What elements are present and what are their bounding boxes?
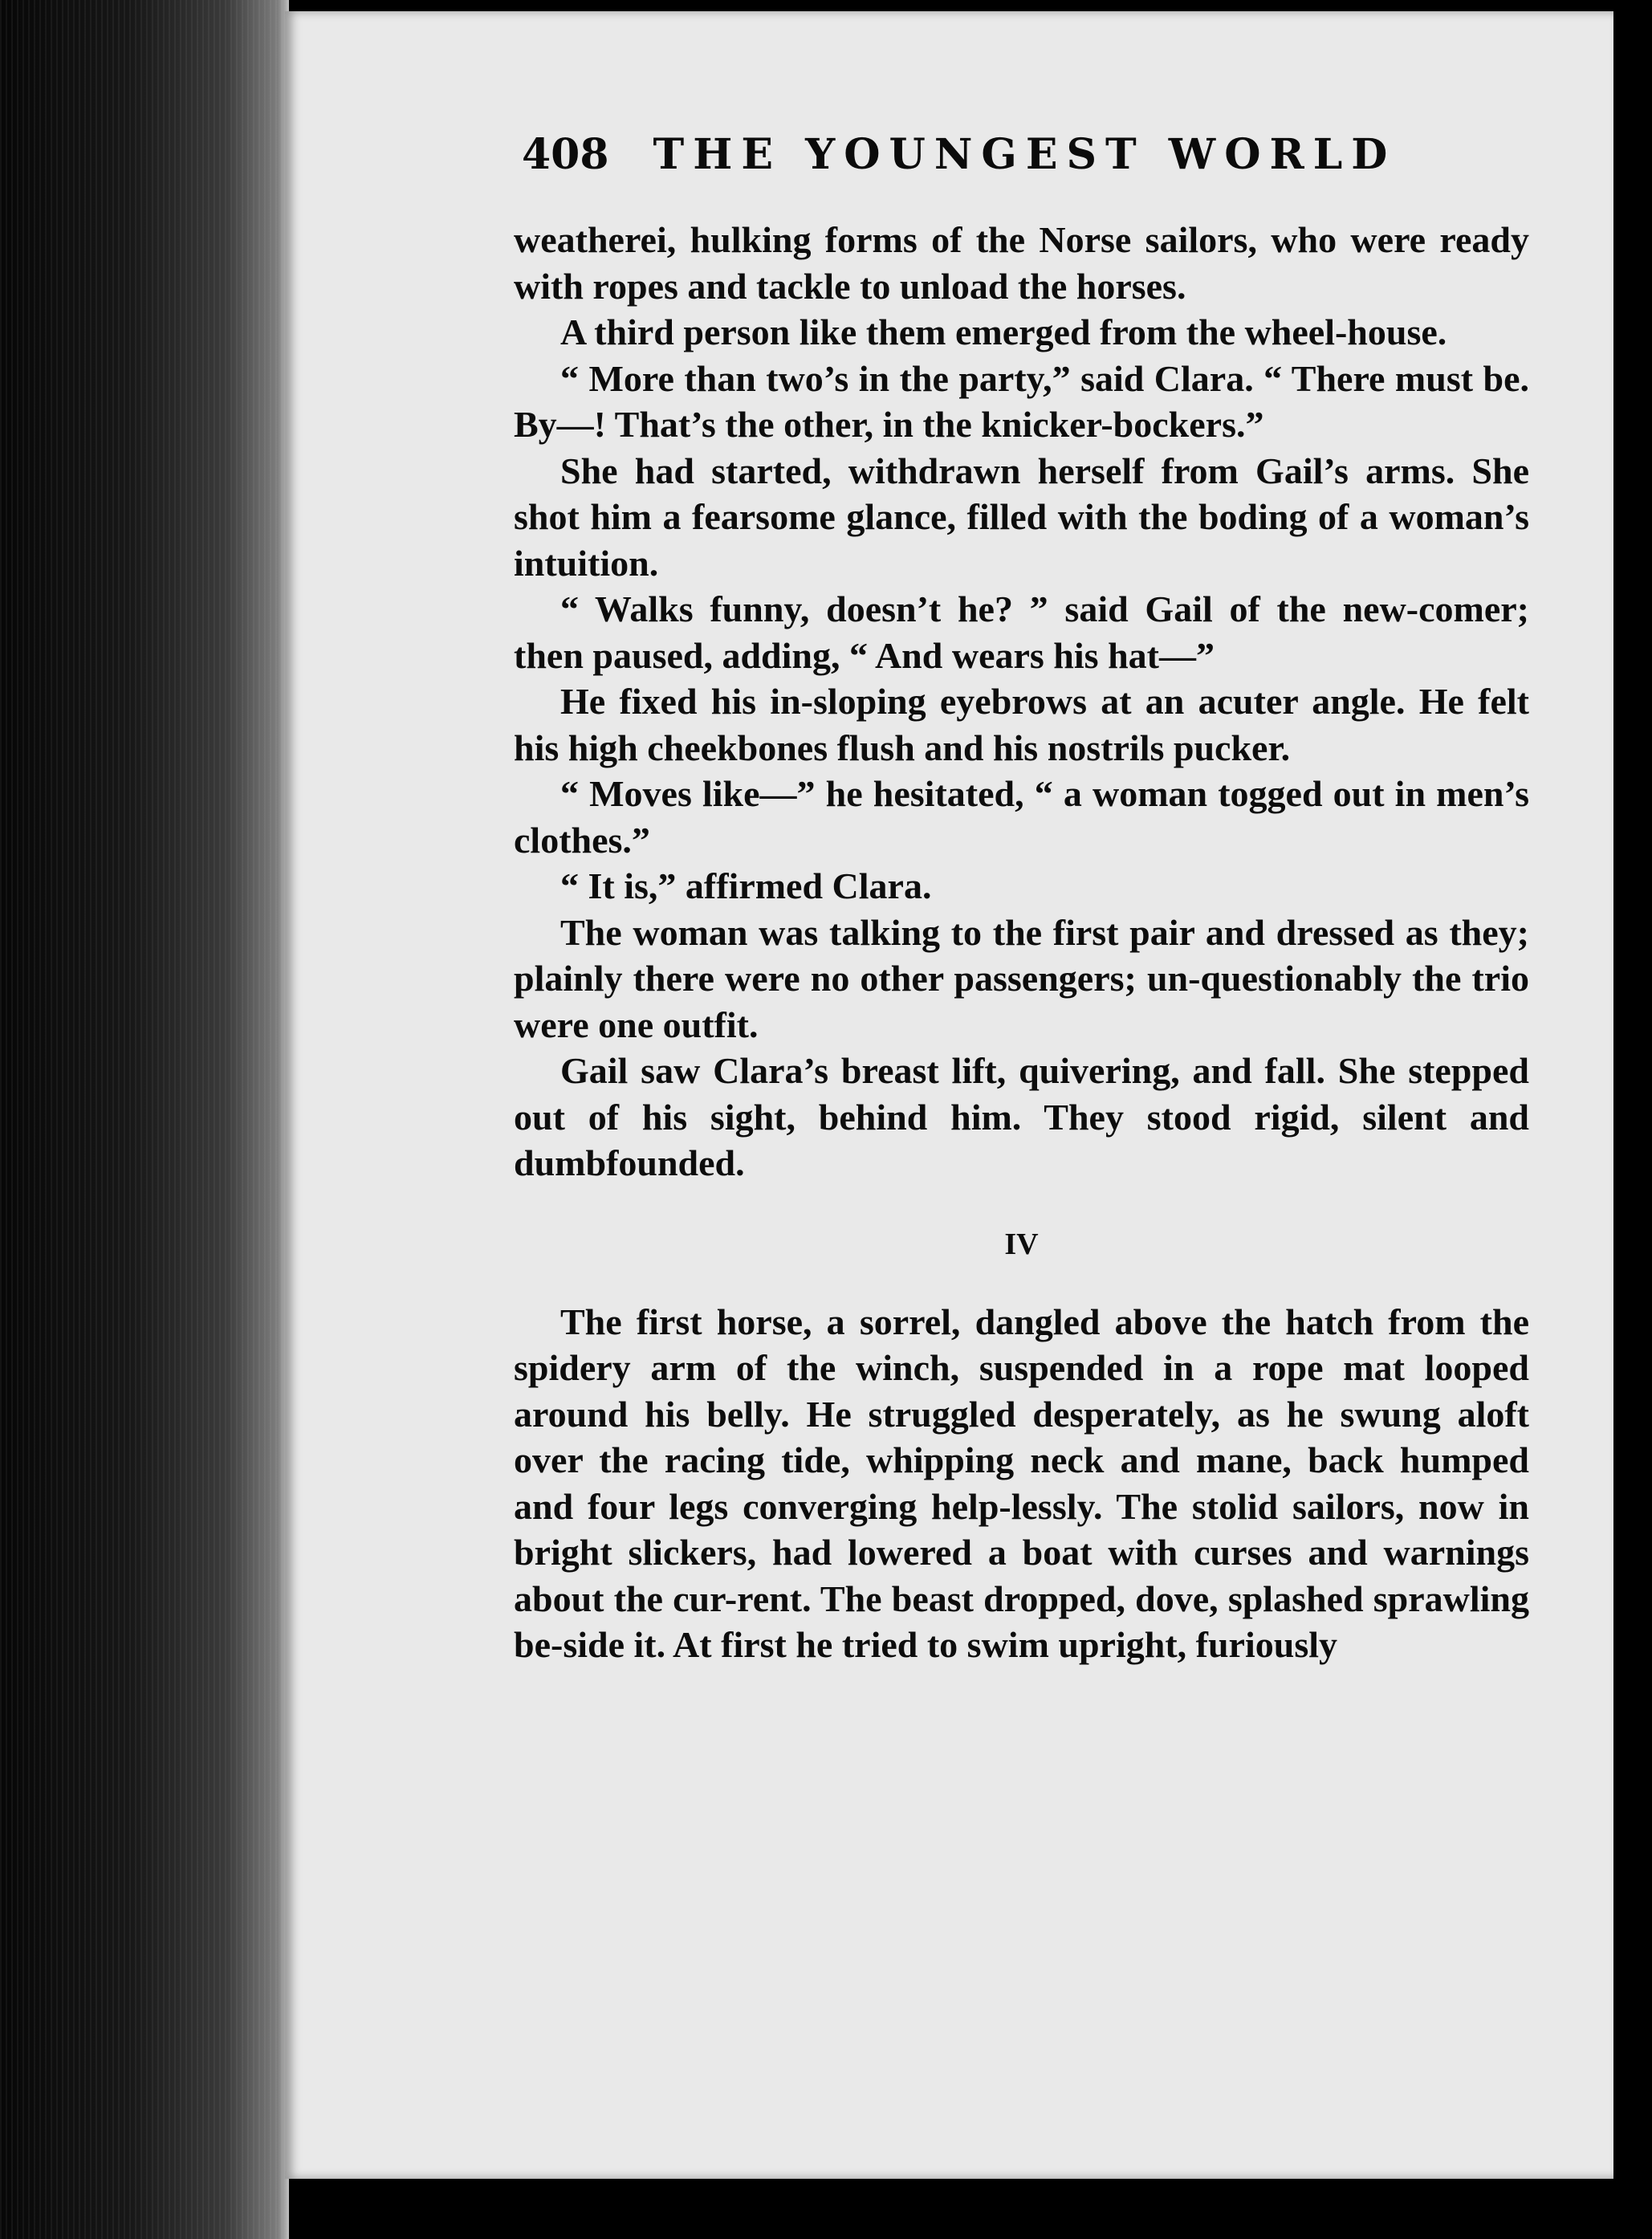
paragraph: Gail saw Clara’s breast lift, quivering, and fall. She stepped out of his sight, behind him. They stood rigid, silent and dumbfounded. [514, 1050, 1529, 1183]
paragraph: “ Walks funny, doesn’t he? ” said Gail of the new-comer; then paused, adding, “ And wears his hat—” [514, 588, 1529, 676]
page-header [522, 130, 1405, 179]
paragraph: weatherei, hulking forms of the Norse sailors, who were ready with ropes and tackle to unload the horses. [514, 219, 1529, 307]
paragraph: The first horse, a sorrel, dangled above the hatch from the spidery arm of the winch, suspended in a rope mat looped around his belly. He struggled desperately, as he swung aloft over the racing tide, whipping neck and mane, back humped and four legs converging help-lessly. The stolid sailors, now in bright slickers, had lowered a boat with curses and warnings about the cur-rent. The beast dropped, dove, splashed sprawling be-side it. At first he tried to swim upright, furiously [514, 1301, 1529, 1665]
section-heading: IV [1004, 1227, 1039, 1261]
paragraph: She had started, withdrawn herself from Gail’s arms. She shot him a fearsome glance, filled with the boding of a woman’s intuition. [514, 450, 1529, 584]
page-number: 408 [522, 130, 609, 179]
paragraph: “ It is,” affirmed Clara. [560, 865, 932, 906]
running-title: THE YOUNGEST WORLD [653, 130, 1397, 179]
paragraph: A third person like them emerged from the wheel-house. [560, 311, 1447, 352]
paragraph: “ Moves like—” he hesitated, “ a woman togged out in men’s clothes.” [514, 773, 1529, 861]
page-body [514, 217, 1529, 1668]
paragraph: He fixed his in-sloping eyebrows at an acuter angle. He felt his high cheekbones flush and his nostrils pucker. [514, 681, 1529, 768]
right-border [1613, 0, 1652, 2239]
book-gutter-edge [0, 0, 289, 2239]
paragraph: “ More than two’s in the party,” said Clara. “ There must be. By—! That’s the other, in the knicker-bockers.” [514, 357, 1529, 445]
paragraph: The woman was talking to the first pair and dressed as they; plainly there were no other passengers; un-questionably the trio were one outfit. [514, 911, 1529, 1045]
